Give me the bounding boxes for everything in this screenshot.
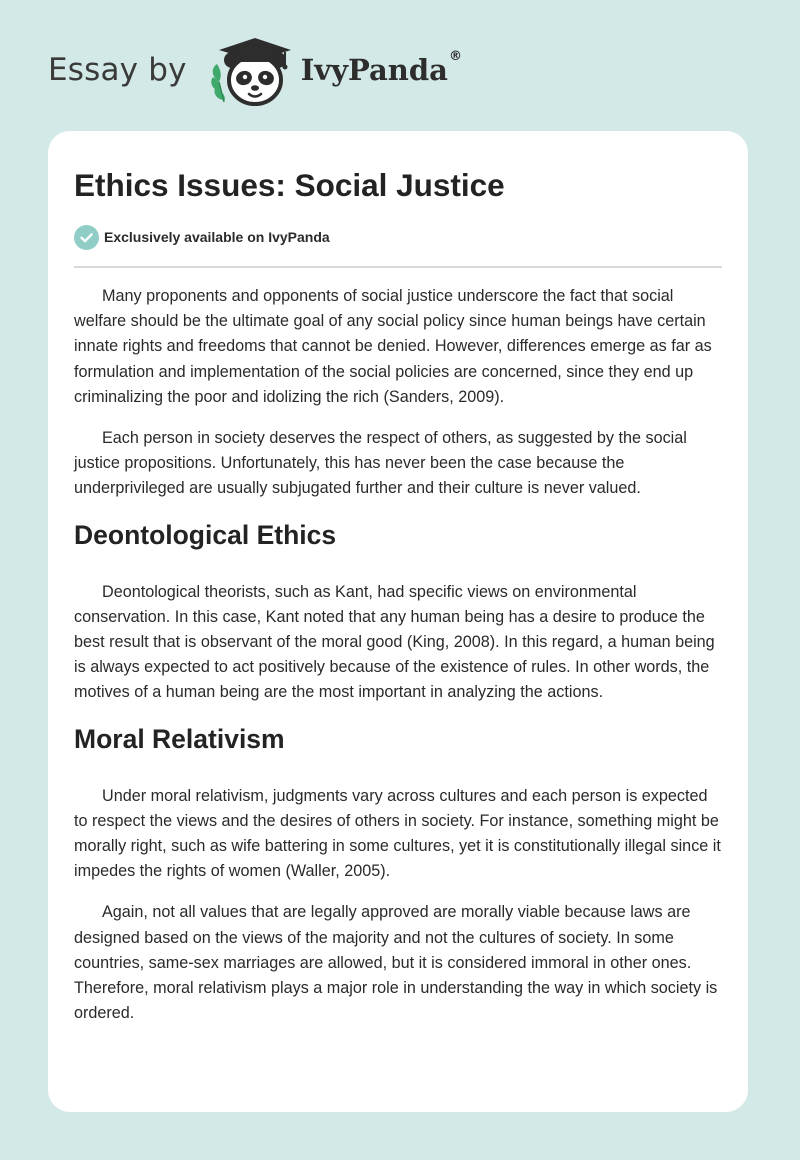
brand-name-text: IvyPanda (300, 53, 448, 87)
intro-paragraph: Each person in society deserves the respect of others, as suggested by the social justice propositions. Unfortunately, this has never been the case because the underprivileged are usually subjugated further and their culture is never valued. (74, 429, 687, 498)
article-card (48, 131, 748, 1112)
section-heading-moral-relativism: Moral Relativism (74, 723, 285, 754)
section-heading-deontological-ethics: Deontological Ethics (74, 519, 337, 550)
panda-graduate-logo-icon (205, 30, 295, 110)
section-paragraph: Under moral relativism, judgments vary across cultures and each person is expected to respect the views and the desires of others in society. For instance, something might be morally right, such as wife battering in some cultures, yet it is constitutionally illegal since it impedes the rights of women (Waller, 2005). (74, 786, 721, 881)
brand-prefix: Essay by (48, 52, 187, 88)
exclusive-badge-label: Exclusively available on IvyPanda (104, 229, 330, 245)
intro-paragraph: Many proponents and opponents of social justice underscore the fact that social welfare should be the ultimate goal of any social policy since human beings have certain innate rights and freedoms that cannot be denied. However, differences emerge as far as formulation and implementation of the social policies are concerned, since they end up criminalizing the poor and idolizing the rich (Sanders, 2009). (74, 287, 712, 406)
page-title: Ethics Issues: Social Justice (74, 167, 505, 203)
title-divider (74, 266, 722, 268)
section-paragraph: Again, not all values that are legally approved are morally viable because laws are designed based on the views of the majority and not the cultures of society. In some countries, same-sex marriages are allowed, but it is considered immoral in other ones. Therefore, moral relativism plays a major role in understanding the way in which society is ordered. (74, 903, 718, 1023)
check-circle-icon (74, 225, 99, 250)
registered-mark: ® (448, 49, 462, 64)
section-paragraph: Deontological theorists, such as Kant, had specific views on environmental conservation. In this case, Kant noted that any human being has a desire to produce the best result that is observant of the moral good (King, 2008). In this regard, a human being is always expected to act positively because of the existence of rules. In other words, the motives of a human being are the most important in analyzing the actions. (74, 582, 715, 702)
brand-header[interactable] (48, 30, 462, 110)
brand-name (300, 49, 462, 87)
exclusive-badge (74, 224, 722, 250)
